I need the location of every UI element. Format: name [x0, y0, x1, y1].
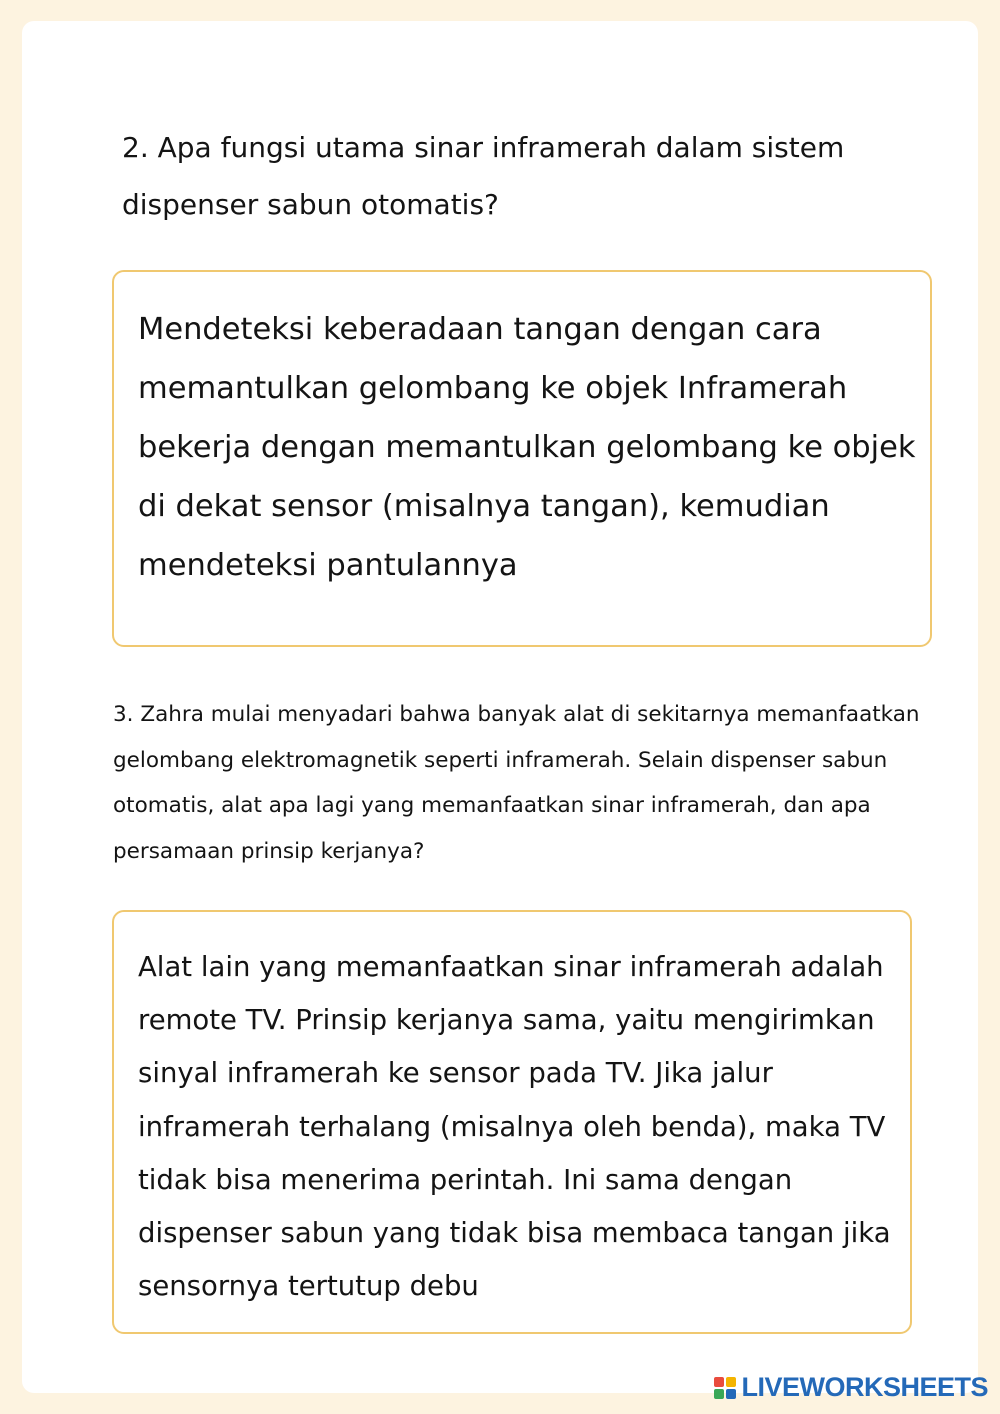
answer-2-box[interactable] [112, 270, 932, 647]
logo-mark-square [726, 1389, 736, 1399]
liveworksheets-icon [714, 1377, 736, 1399]
question-3-text: 3. Zahra mulai menyadari bahwa banyak alat di sekitarnya memanfaatkan gelombang elektromagnetik seperti inframerah. Selain dispenser sabun otomatis, alat apa lagi yang memanfaatkan sinar inframerah, dan apa persamaan prinsip kerjanya? [113, 702, 920, 864]
logo-mark-square [714, 1377, 724, 1387]
logo-mark-square [726, 1377, 736, 1387]
answer-3-text: Alat lain yang memanfaatkan sinar inframerah adalah remote TV. Prinsip kerjanya sama, yaitu mengirimkan sinyal inframerah ke sensor pada TV. Jika jalur inframerah terhalang (misalnya oleh benda), maka TV tidak bisa menerima perintah. Ini sama dengan dispenser sabun yang tidak bisa membaca tangan jika sensornya tertutup debu [138, 951, 891, 1303]
logo-text: LIVEWORKSHEETS [741, 1372, 988, 1402]
worksheet-page [22, 21, 978, 1393]
logo-mark-square [714, 1389, 724, 1399]
question-2-text: 2. Apa fungsi utama sinar inframerah dalam sistem dispenser sabun otomatis? [122, 131, 845, 221]
liveworksheets-logo [714, 1372, 988, 1403]
answer-2-text: Mendeteksi keberadaan tangan dengan cara memantulkan gelombang ke objek Inframerah bekerja dengan memantulkan gelombang ke objek di dekat sensor (misalnya tangan), kemudian mendeteksi pantulannya [138, 312, 916, 583]
answer-3-box[interactable] [112, 910, 912, 1334]
